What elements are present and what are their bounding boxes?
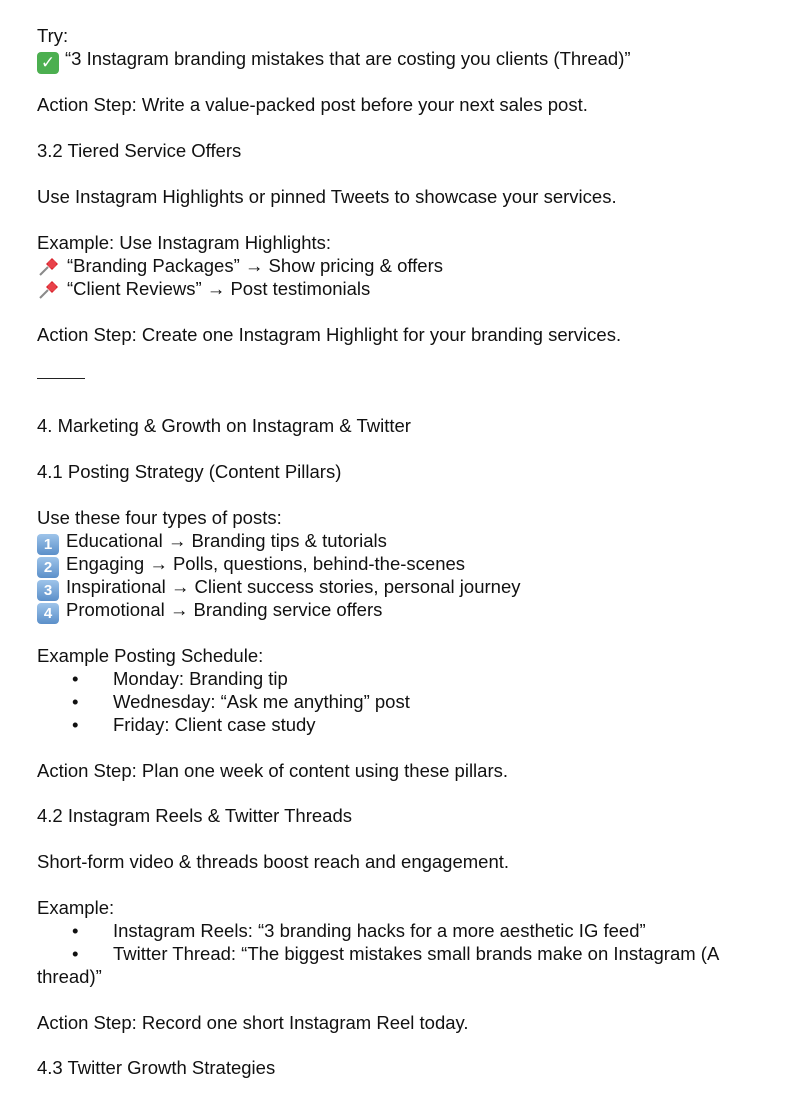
- paragraph-highlights: Use Instagram Highlights or pinned Tweets to showcase your services.: [37, 186, 617, 207]
- keycap-number-icon: 4: [37, 603, 59, 624]
- bullet: •: [72, 714, 79, 735]
- action-step-4: Action Step: Record one short Instagram Reel today.: [37, 1012, 469, 1033]
- note-document: Try: ✓ “3 Instagram branding mistakes that are costing you clients (Thread)” Action Step: Write a value-packed post before your next sales post. 3.2 Tiered Service Offers Use Instagram Highlights or pinned Tweets to showcase your services. Example: Use Instagram Highlights: “Branding Packages” → Show pricing & offers “Client Reviews” → Post testimonials Action Step: Create one Instagram Highlight for your branding services. 4. Marketing & Growth on Instagram & Twitter 4.1 Posting Strategy (Content Pillars) Use these four types of posts: 1 Educational → Branding tips & tutorials 2 Engaging → Polls, questions, behind-the-scenes 3 Inspirational → Client success stories, personal journey 4 Promotional → Branding service offers Example Posting Schedule: • Monday: Branding tip • Wednesday: “Ask me anything” post • Friday: Client case study Action Step: Plan one week of content using these pillars. 4.2 Instagram Reels & Twitter Threads Short-form video & threads boost reach and engagement. Example: • Instagram Reels: “3 branding hacks for a more aesthetic IG feed” • Twitter Thread: “The biggest mistakes small brands make on Instagram (A thread)” Action Step: Record one short Instagram Reel today. 4.3 Twitter Growth Strategies: [0, 0, 786, 1102]
- try-item: ✓ “3 Instagram branding mistakes that are costing you clients (Thread)”: [37, 47, 772, 74]
- keycap-number-icon: 3: [37, 580, 59, 601]
- try-heading: Try:: [37, 25, 69, 46]
- pillars-intro: Use these four types of posts:: [37, 507, 282, 528]
- action-step-2: Action Step: Create one Instagram Highlight for your branding services.: [37, 324, 622, 345]
- pillar-item-3: 3 Inspirational → Client success stories, personal journey: [37, 575, 772, 601]
- pushpin-icon: [37, 255, 61, 277]
- example-highlights: Example: Use Instagram Highlights:: [37, 232, 332, 253]
- heading-4-1: 4.1 Posting Strategy (Content Pillars): [37, 461, 342, 482]
- action-step-1: Action Step: Write a value-packed post before your next sales post.: [37, 94, 588, 115]
- pillar-item-1: 1 Educational → Branding tips & tutorials: [37, 529, 772, 555]
- pillar-item-4: 4 Promotional → Branding service offers: [37, 598, 772, 624]
- bullet: •: [72, 920, 79, 941]
- heading-3-2: 3.2 Tiered Service Offers: [37, 140, 242, 161]
- bullet: •: [72, 668, 79, 689]
- pin-item-2: “Client Reviews” → Post testimonials: [37, 277, 772, 300]
- heading-4: 4. Marketing & Growth on Instagram & Twitter: [37, 415, 411, 436]
- heading-4-3: 4.3 Twitter Growth Strategies: [37, 1057, 276, 1078]
- pin-item-1: “Branding Packages” → Show pricing & offers: [37, 254, 772, 277]
- keycap-number-icon: 2: [37, 557, 59, 578]
- divider: [37, 378, 85, 379]
- example-label: Example:: [37, 897, 115, 918]
- heading-4-2: 4.2 Instagram Reels & Twitter Threads: [37, 805, 352, 826]
- check-mark-button-icon: ✓: [37, 52, 59, 74]
- pillar-item-2: 2 Engaging → Polls, questions, behind-the-scenes: [37, 552, 772, 578]
- keycap-number-icon: 1: [37, 534, 59, 555]
- bullet: •: [72, 691, 79, 712]
- pushpin-icon: [37, 278, 61, 300]
- bullet: •: [72, 943, 79, 964]
- paragraph-shortform: Short-form video & threads boost reach and engagement.: [37, 851, 510, 872]
- action-step-3: Action Step: Plan one week of content using these pillars.: [37, 760, 509, 781]
- schedule-heading: Example Posting Schedule:: [37, 645, 264, 666]
- example-item-thread-continued: thread)”: [37, 966, 102, 987]
